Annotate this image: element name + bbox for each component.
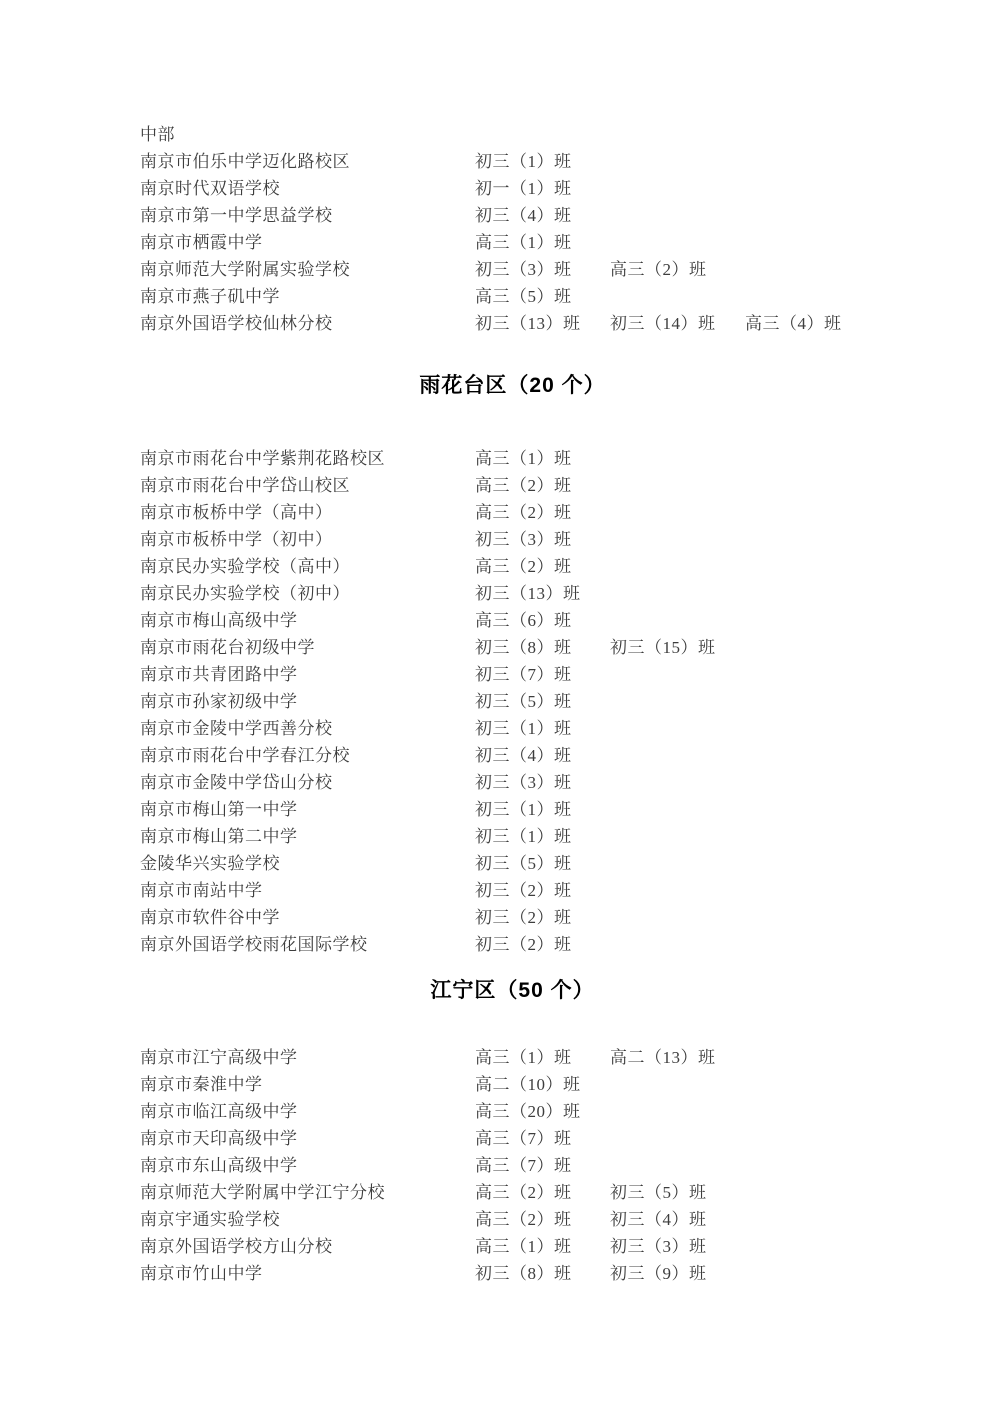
class-name: 初三（5）班 <box>475 854 572 873</box>
class-name: 初三（1）班 <box>475 719 572 738</box>
class-name: 高三（5）班 <box>475 287 572 306</box>
school-name: 南京市孙家初级中学 <box>140 692 298 711</box>
class-name: 高三（1）班 <box>475 233 572 252</box>
class-name: 初三（7）班 <box>475 665 572 684</box>
class-name: 初三（1）班 <box>475 152 572 171</box>
school-name: 南京民办实验学校（高中） <box>140 557 350 576</box>
school-row <box>140 256 885 283</box>
school-name: 南京市雨花台初级中学 <box>140 638 315 657</box>
school-name: 南京市梅山第一中学 <box>140 800 298 819</box>
school-row <box>140 445 885 472</box>
school-row <box>140 634 885 661</box>
school-name: 南京市金陵中学岱山分校 <box>140 773 333 792</box>
school-row <box>140 175 885 202</box>
school-name: 南京市梅山第二中学 <box>140 827 298 846</box>
school-name: 南京市东山高级中学 <box>140 1156 298 1175</box>
class-name: 高三（1）班 <box>475 1237 572 1256</box>
school-name: 南京市燕子矶中学 <box>140 287 280 306</box>
class-name: 初三（8）班 <box>475 1264 572 1283</box>
class-name: 高三（1）班 <box>475 449 572 468</box>
class-name: 初三（2）班 <box>475 935 572 954</box>
class-name: 高三（2）班 <box>475 1183 572 1202</box>
school-row <box>140 526 885 553</box>
school-name: 南京市雨花台中学紫荆花路校区 <box>140 449 385 468</box>
class-name: 初三（2）班 <box>475 908 572 927</box>
school-name: 南京市栖霞中学 <box>140 233 263 252</box>
class-name: 高三（2）班 <box>610 260 707 279</box>
class-name: 高三（2）班 <box>475 476 572 495</box>
class-name: 高三（1）班 <box>475 1048 572 1067</box>
region-label-central: 中部 <box>140 125 175 144</box>
school-row <box>140 607 885 634</box>
class-name: 初三（2）班 <box>475 881 572 900</box>
school-list-jiangning <box>140 1044 885 1287</box>
school-row <box>140 850 885 877</box>
class-name: 高三（2）班 <box>475 557 572 576</box>
school-name: 南京市雨花台中学春江分校 <box>140 746 350 765</box>
school-name: 南京市竹山中学 <box>140 1264 263 1283</box>
class-name: 初一（1）班 <box>475 179 572 198</box>
school-row <box>140 1233 885 1260</box>
class-name: 初三（4）班 <box>475 206 572 225</box>
section-title-jiangning: 江宁区（50 个） <box>430 979 595 1002</box>
school-row <box>140 553 885 580</box>
class-name: 高三（2）班 <box>475 1210 572 1229</box>
school-row <box>140 148 885 175</box>
school-row <box>140 229 885 256</box>
school-row <box>140 310 885 337</box>
school-name: 南京市南站中学 <box>140 881 263 900</box>
school-name: 南京外国语学校仙林分校 <box>140 314 333 333</box>
class-name: 初三（3）班 <box>475 530 572 549</box>
school-name: 南京市天印高级中学 <box>140 1129 298 1148</box>
class-name: 初三（8）班 <box>475 638 572 657</box>
class-name: 初三（3）班 <box>475 773 572 792</box>
school-row <box>140 931 885 958</box>
school-row <box>140 580 885 607</box>
class-name: 初三（15）班 <box>610 638 716 657</box>
school-list-yuhuatai <box>140 445 885 958</box>
school-row <box>140 769 885 796</box>
school-name: 南京外国语学校方山分校 <box>140 1237 333 1256</box>
school-row <box>140 499 885 526</box>
school-row <box>140 1125 885 1152</box>
school-row <box>140 1179 885 1206</box>
school-name: 南京市梅山高级中学 <box>140 611 298 630</box>
school-name: 南京市雨花台中学岱山校区 <box>140 476 350 495</box>
school-row <box>140 715 885 742</box>
school-name: 南京市临江高级中学 <box>140 1102 298 1121</box>
class-name: 初三（13）班 <box>475 584 581 603</box>
class-name: 初三（3）班 <box>610 1237 707 1256</box>
class-name: 高三（7）班 <box>475 1129 572 1148</box>
school-name: 南京市共青团路中学 <box>140 665 298 684</box>
school-row <box>140 904 885 931</box>
school-row <box>140 202 885 229</box>
class-name: 初三（1）班 <box>475 827 572 846</box>
class-name: 初三（9）班 <box>610 1264 707 1283</box>
school-name: 南京市板桥中学（高中） <box>140 503 333 522</box>
class-name: 高二（13）班 <box>610 1048 716 1067</box>
school-name: 南京民办实验学校（初中） <box>140 584 350 603</box>
class-name: 高二（10）班 <box>475 1075 581 1094</box>
school-row <box>140 877 885 904</box>
school-name: 南京市秦淮中学 <box>140 1075 263 1094</box>
school-row <box>140 1206 885 1233</box>
class-name: 高三（20）班 <box>475 1102 581 1121</box>
school-name: 南京市江宁高级中学 <box>140 1048 298 1067</box>
school-name: 南京师范大学附属实验学校 <box>140 260 350 279</box>
school-row <box>140 688 885 715</box>
class-name: 高三（6）班 <box>475 611 572 630</box>
school-row <box>140 742 885 769</box>
school-name: 南京市软件谷中学 <box>140 908 280 927</box>
school-list-central <box>140 148 885 337</box>
class-name: 初三（1）班 <box>475 800 572 819</box>
school-name: 南京师范大学附属中学江宁分校 <box>140 1183 385 1202</box>
school-row <box>140 823 885 850</box>
school-row <box>140 283 885 310</box>
class-name: 初三（3）班 <box>475 260 572 279</box>
school-row <box>140 1152 885 1179</box>
school-row <box>140 796 885 823</box>
school-name: 南京市伯乐中学迈化路校区 <box>140 152 350 171</box>
class-name: 初三（13）班 <box>475 314 581 333</box>
class-name: 高三（7）班 <box>475 1156 572 1175</box>
document-content <box>140 121 885 1287</box>
school-name: 南京时代双语学校 <box>140 179 280 198</box>
class-name: 高三（4）班 <box>745 314 842 333</box>
class-name: 初三（5）班 <box>610 1183 707 1202</box>
section-title-yuhuatai: 雨花台区（20 个） <box>419 374 606 397</box>
class-name: 初三（14）班 <box>610 314 716 333</box>
school-row <box>140 1098 885 1125</box>
school-row <box>140 472 885 499</box>
school-name: 金陵华兴实验学校 <box>140 854 280 873</box>
school-row <box>140 1044 885 1071</box>
school-row <box>140 1071 885 1098</box>
school-name: 南京宇通实验学校 <box>140 1210 280 1229</box>
school-name: 南京市金陵中学西善分校 <box>140 719 333 738</box>
class-name: 初三（4）班 <box>475 746 572 765</box>
class-name: 初三（5）班 <box>475 692 572 711</box>
class-name: 高三（2）班 <box>475 503 572 522</box>
school-name: 南京市板桥中学（初中） <box>140 530 333 549</box>
class-name: 初三（4）班 <box>610 1210 707 1229</box>
school-name: 南京外国语学校雨花国际学校 <box>140 935 368 954</box>
school-row <box>140 1260 885 1287</box>
school-row <box>140 661 885 688</box>
school-name: 南京市第一中学思益学校 <box>140 206 333 225</box>
